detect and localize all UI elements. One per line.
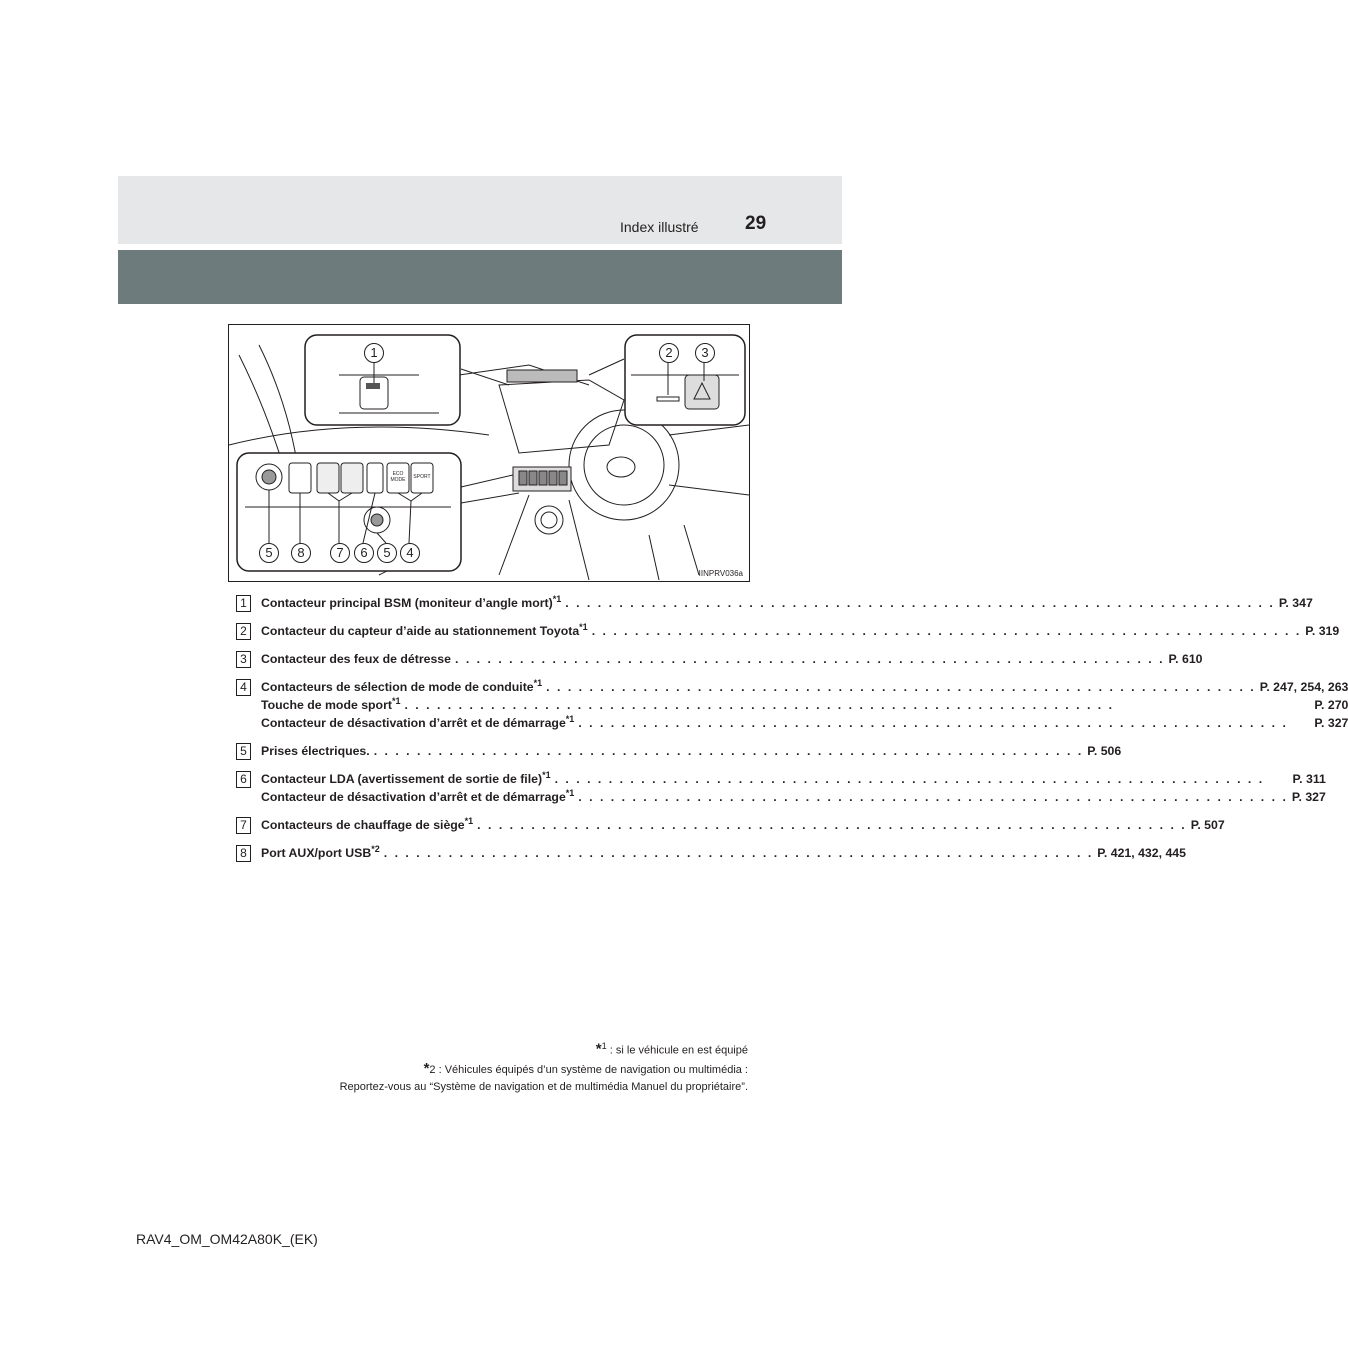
footnote-1: *$^1$ : si le véhicule en est équipé — [595, 1040, 748, 1058]
page-ref[interactable]: P. 270 — [1314, 698, 1348, 712]
item-sup: *2 — [371, 843, 380, 854]
item-sup: *1 — [565, 713, 575, 724]
page-ref[interactable]: P. 507 — [1190, 818, 1225, 832]
item-sup: *1 — [565, 787, 575, 798]
dashboard-illustration — [228, 324, 750, 582]
callout-1: 1 — [364, 343, 384, 363]
item-number: 3 — [236, 651, 251, 668]
callout-5a: 5 — [259, 543, 279, 563]
callout-3: 3 — [695, 343, 715, 363]
item-number: 2 — [236, 623, 251, 640]
sport-label: SPORT — [413, 474, 431, 480]
leader-dots — [400, 696, 1314, 714]
list-item — [236, 593, 1313, 612]
footnotes — [340, 1038, 748, 1096]
eco-mode-label: ECO MODE — [390, 471, 406, 483]
footnote-2: *2 : Véhicules équipés d’un système de navigation ou multimédia : — [423, 1059, 748, 1077]
item-text: Contacteur des feux de détresse — [261, 652, 451, 666]
leader-dots — [588, 622, 1306, 640]
item-text: Contacteur de désactivation d’arrêt et de démarrage — [261, 716, 566, 730]
page-ref[interactable]: P. 506 — [1087, 744, 1122, 758]
item-number: 4 — [236, 679, 251, 696]
leader-dots — [551, 770, 1293, 788]
leader-dots — [451, 650, 1169, 668]
item-text: Port AUX/port USB — [261, 846, 372, 860]
item-text: Contacteur LDA (avertissement de sortie de file) — [261, 772, 543, 786]
item-sup: *1 — [542, 769, 551, 780]
callout-6: 6 — [354, 543, 374, 563]
leader-dots — [574, 714, 1314, 732]
item-sup: *1 — [533, 677, 543, 688]
list-item — [236, 769, 1326, 806]
item-number: 6 — [236, 771, 251, 788]
item-number: 7 — [236, 817, 251, 834]
page-ref[interactable]: P. 247, 254, 263 — [1259, 680, 1348, 694]
item-text: Contacteur principal BSM (moniteur d’angle mort) — [261, 596, 553, 610]
header-band-light — [118, 176, 842, 244]
leader-dots — [380, 844, 1098, 862]
callout-4: 4 — [400, 543, 420, 563]
list-item — [236, 650, 1203, 668]
header-band-dark — [118, 250, 842, 304]
item-sup: *1 — [391, 695, 401, 706]
document-code: RAV4_OM_OM42A80K_(EK) — [136, 1231, 318, 1247]
page-ref[interactable]: P. 610 — [1168, 652, 1203, 666]
figure-code: IINPRV036a — [698, 569, 743, 578]
page-ref[interactable]: P. 327 — [1291, 790, 1326, 804]
list-item — [236, 621, 1340, 640]
page-ref[interactable]: P. 421, 432, 445 — [1097, 846, 1186, 860]
section-title: Index illustré — [620, 219, 699, 235]
item-text: Contacteurs de chauffage de siège — [261, 818, 465, 832]
list-item — [236, 843, 1186, 862]
page-ref[interactable]: P. 347 — [1278, 596, 1313, 610]
item-text: Prises électriques. — [261, 744, 370, 758]
page-ref[interactable]: P. 319 — [1305, 624, 1340, 638]
item-sup: *1 — [464, 815, 474, 826]
item-list — [236, 593, 1348, 872]
callout-8: 8 — [291, 543, 311, 563]
callout-2: 2 — [659, 343, 679, 363]
item-number: 1 — [236, 595, 251, 612]
item-text: Touche de mode sport — [261, 698, 392, 712]
item-text: Contacteur du capteur d’aide au stationnement Toyota — [261, 624, 580, 638]
list-item — [236, 815, 1225, 834]
item-sup: *1 — [552, 593, 562, 604]
leader-dots — [574, 788, 1292, 806]
leader-dots — [542, 678, 1260, 696]
footnote-2-continued: Reportez-vous au “Système de navigation et de multimédia Manuel du propriétaire”. — [339, 1080, 748, 1093]
item-sup: *1 — [579, 621, 588, 632]
list-item — [236, 677, 1348, 732]
page-ref[interactable]: P. 311 — [1292, 772, 1326, 786]
item-number: 5 — [236, 743, 251, 760]
item-text: Contacteur de désactivation d’arrêt et de démarrage — [261, 790, 566, 804]
leader-dots — [561, 594, 1279, 612]
item-number: 8 — [236, 845, 251, 862]
leader-dots — [473, 816, 1191, 834]
callout-7: 7 — [330, 543, 350, 563]
leader-dots — [370, 742, 1088, 760]
item-text: Contacteurs de sélection de mode de conduite — [261, 680, 534, 694]
page-number: 29 — [745, 213, 767, 234]
page-ref[interactable]: P. 327 — [1314, 716, 1348, 730]
callout-5b: 5 — [377, 543, 397, 563]
list-item — [236, 742, 1122, 760]
